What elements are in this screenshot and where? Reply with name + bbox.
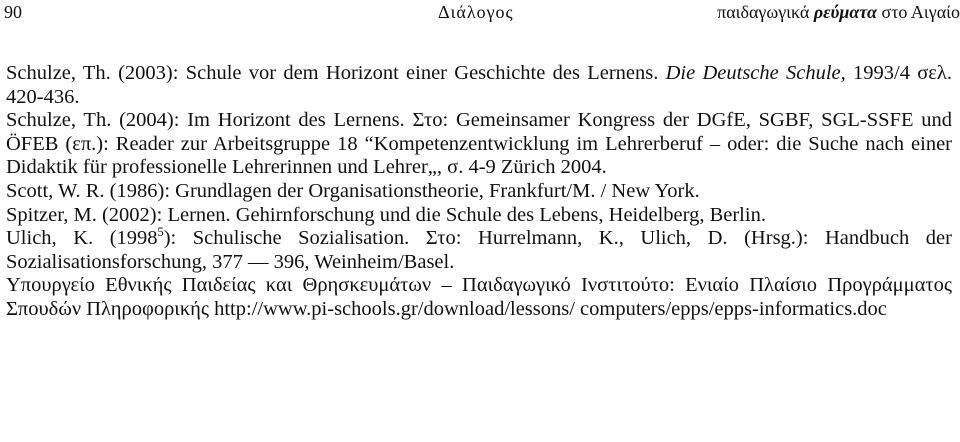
reference-text: ): Schulische Sozialisation. Στο: Hurrelmann, K., Ulich, D. (Hrsg.): Handbuch der Sozialisationsforschung, 377 — 396, Weinheim/Basel.: [6, 227, 952, 273]
reference-item-schulze-2003: [6, 62, 952, 109]
journal-subtitle-suffix: στο Αιγαίο: [876, 2, 960, 22]
reference-text: 1993/4 σελ. 420-436.: [6, 62, 952, 108]
reference-item-ulich-1998: [6, 227, 952, 274]
reference-text: Ulich, K. (1998: [6, 227, 158, 250]
reference-item-scott-1986: Scott, W. R. (1986): Grundlagen der Organisationstheorie, Frankfurt/M. / New York.: [6, 179, 700, 202]
reference-journal-title: Die Deutsche Schule,: [665, 62, 846, 84]
edition-superscript: 5: [157, 225, 164, 240]
journal-subtitle-prefix: παιδαγωγικά: [717, 2, 814, 22]
journal-subtitle: [717, 0, 960, 24]
reference-list: [6, 62, 952, 322]
page-number: 90: [4, 2, 22, 22]
journal-name: Διάλογος: [438, 2, 514, 22]
running-header: [0, 0, 960, 24]
reference-item-schulze-2004: Schulze, Th. (2004): Im Horizont des Lernens. Στο: Gemeinsamer Kongress der DGfE, SGBF, SGL-SSFE und ÖFEB (επ.): Reader zur Arbeitsgruppe 18 “Kompetenzentwicklung im Lehrerberuf – oder: die Suche nach einer Didaktik für professionelle Lehrerinnen und Lehrer„, σ. 4-9 Zürich 2004.: [6, 109, 952, 179]
reference-text: Schulze, Th. (2003): Schule vor dem Horizont einer Geschichte des Lernens.: [6, 62, 666, 84]
reference-item-spitzer-2002: Spitzer, M. (2002): Lernen. Gehirnforschung und die Schule des Lebens, Heidelberg, Berlin.: [6, 203, 766, 226]
reference-item-ypourgeio: Υπουργείο Εθνικής Παιδείας και Θρησκευμάτων – Παιδαγωγικό Ινστιτούτο: Ενιαίο Πλαίσιο Προγράμματος Σπουδών Πληροφορικής http://www.pi-schools.gr/download/lessons/ computers/epps/epps-informatics.doc: [6, 274, 952, 320]
journal-subtitle-emphasis: ρεύματα: [813, 2, 877, 22]
